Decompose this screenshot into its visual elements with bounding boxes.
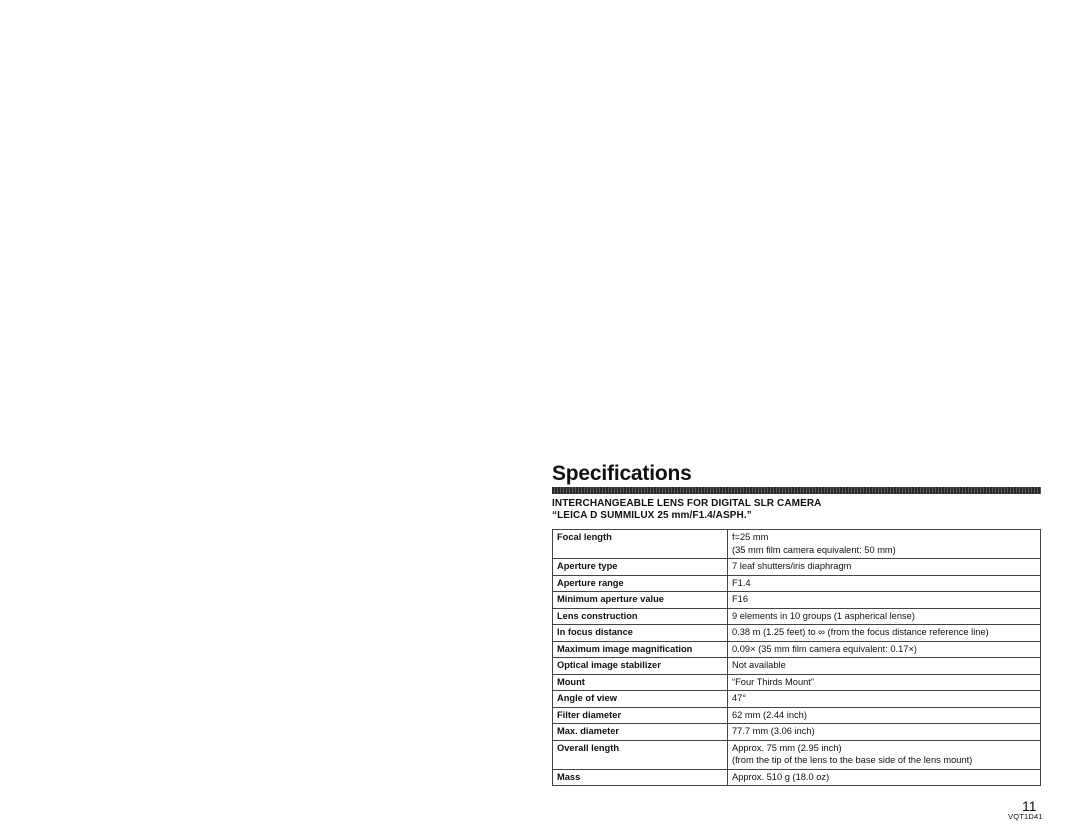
table-row xyxy=(553,559,1041,576)
spec-value-line: Not available xyxy=(732,660,786,670)
spec-label: Mass xyxy=(553,769,728,786)
spec-label: Focal length xyxy=(553,530,728,559)
spec-value xyxy=(728,674,1041,691)
spec-value-line: 9 elements in 10 groups (1 aspherical lense) xyxy=(732,610,915,621)
spec-value-line: f=25 mm xyxy=(732,532,769,542)
spec-label: Aperture range xyxy=(553,575,728,592)
spec-label: Optical image stabilizer xyxy=(553,658,728,675)
spec-value xyxy=(728,691,1041,708)
table-row xyxy=(553,691,1041,708)
table-row xyxy=(553,658,1041,675)
table-row xyxy=(553,707,1041,724)
spec-label: Minimum aperture value xyxy=(553,592,728,609)
table-row xyxy=(553,608,1041,625)
spec-value-line: (from the tip of the lens to the base side of the lens mount) xyxy=(732,755,973,765)
spec-label: Overall length xyxy=(553,740,728,769)
spec-value xyxy=(728,769,1041,786)
spec-value xyxy=(728,641,1041,658)
page-title: Specifications xyxy=(552,462,692,485)
specifications-table xyxy=(552,529,1041,786)
spec-value xyxy=(728,658,1041,675)
spec-value-line: F16 xyxy=(732,594,749,604)
spec-label: Mount xyxy=(553,674,728,691)
product-category-heading: INTERCHANGEABLE LENS FOR DIGITAL SLR CAMERA xyxy=(552,498,822,509)
spec-value-line: 47° xyxy=(732,693,747,703)
table-row xyxy=(553,625,1041,642)
spec-label: Maximum image magnification xyxy=(553,641,728,658)
spec-value-line: “Four Thirds Mount” xyxy=(732,676,814,687)
spec-label: Aperture type xyxy=(553,559,728,576)
spec-label: Lens construction xyxy=(553,608,728,625)
product-name-heading: “LEICA D SUMMILUX 25 mm/F1.4/ASPH.” xyxy=(552,510,752,521)
spec-value xyxy=(728,724,1041,741)
spec-value-line: F1.4 xyxy=(732,577,751,588)
table-row xyxy=(553,740,1041,769)
spec-value-line: (35 mm film camera equivalent: 50 mm) xyxy=(732,544,896,555)
document-code: VQT1D41 xyxy=(1008,812,1043,821)
spec-label: In focus distance xyxy=(553,625,728,642)
table-row xyxy=(553,724,1041,741)
spec-value-line: 7 leaf shutters/iris diaphragm xyxy=(732,561,852,571)
page-number: 11 xyxy=(1022,798,1037,814)
spec-value-line: 0.38 m (1.25 feet) to ∞ (from the focus distance reference line) xyxy=(732,627,989,637)
spec-value-line: Approx. 75 mm (2.95 inch) xyxy=(732,742,842,753)
spec-value xyxy=(728,707,1041,724)
table-row xyxy=(553,769,1041,786)
spec-value xyxy=(728,559,1041,576)
table-row xyxy=(553,575,1041,592)
spec-value xyxy=(728,575,1041,592)
spec-value-line: 62 mm (2.44 inch) xyxy=(732,709,807,720)
title-underline-bar xyxy=(552,487,1041,494)
table-row xyxy=(553,641,1041,658)
spec-value xyxy=(728,530,1041,559)
table-row xyxy=(553,592,1041,609)
spec-label: Max. diameter xyxy=(553,724,728,741)
table-row xyxy=(553,530,1041,559)
table-row xyxy=(553,674,1041,691)
spec-label: Angle of view xyxy=(553,691,728,708)
spec-value-line: 77.7 mm (3.06 inch) xyxy=(732,726,815,736)
spec-value-line: Approx. 510 g (18.0 oz) xyxy=(732,771,830,782)
spec-value xyxy=(728,608,1041,625)
spec-value-line: 0.09× (35 mm film camera equivalent: 0.17×) xyxy=(732,643,917,654)
spec-value xyxy=(728,592,1041,609)
spec-label: Filter diameter xyxy=(553,707,728,724)
spec-value xyxy=(728,625,1041,642)
spec-value xyxy=(728,740,1041,769)
